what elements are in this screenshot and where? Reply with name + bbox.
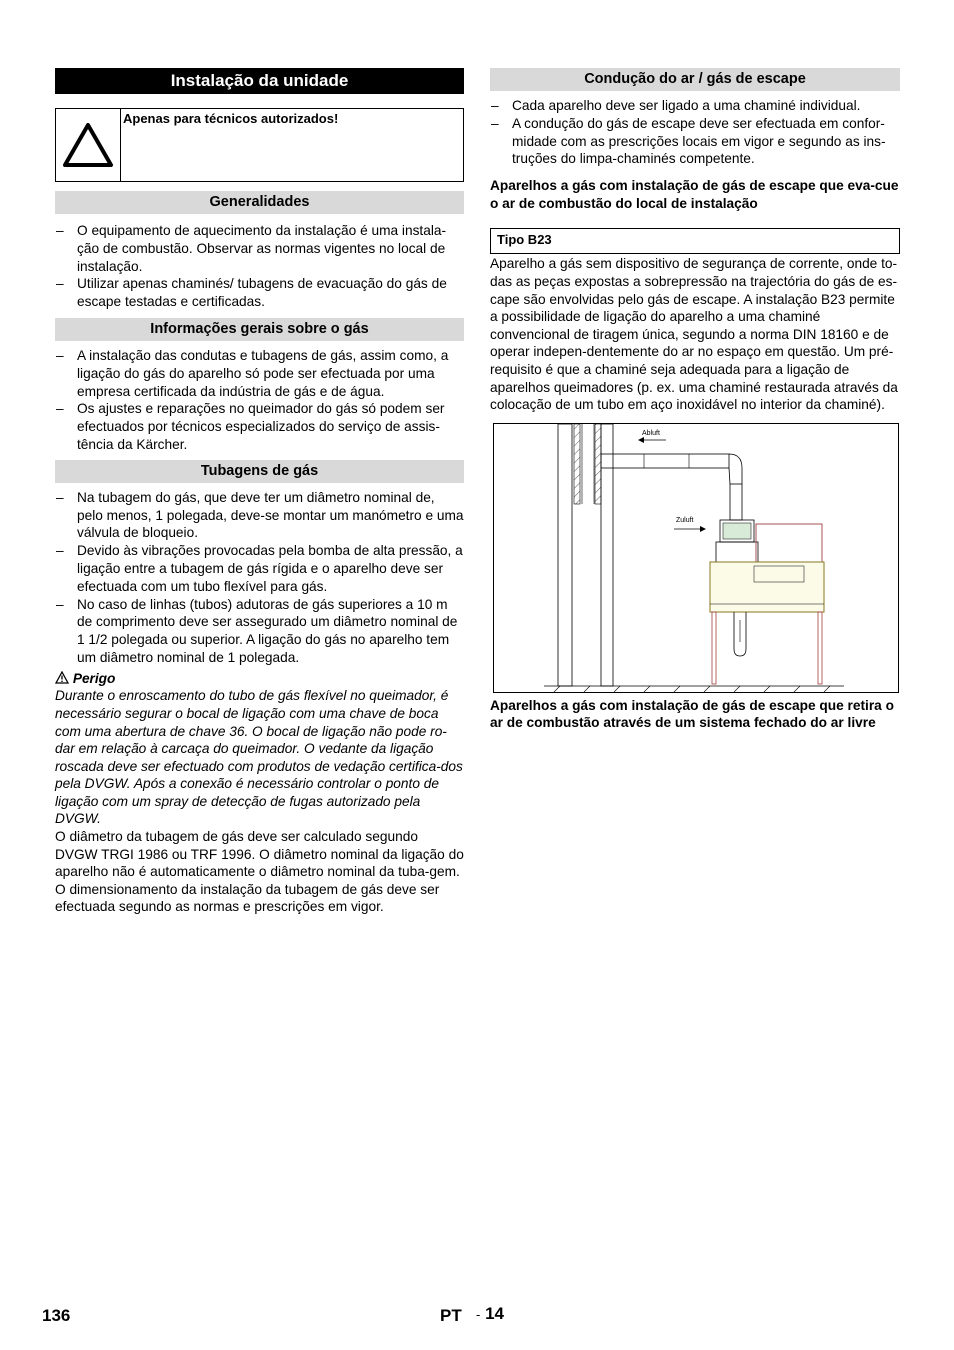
list-item: – Devido às vibrações provocadas pela bomba de alta pressão, a ligação entre a tubagem de gás rígida e o aparelho deve ser efectuada com um tubo flexível para gás. [55, 542, 464, 595]
danger-label-row [55, 670, 464, 688]
right-column [490, 68, 900, 732]
list-item: – Os ajustes e reparações no queimador do gás só podem ser efectuados por técnicos especializados do serviço de assis-tência da Kärcher. [55, 400, 464, 453]
heading-tubagens: Tubagens de gás [55, 460, 464, 483]
warning-triangle-icon [61, 121, 115, 169]
list-item: – Cada aparelho deve ser ligado a uma chaminé individual. [490, 97, 900, 115]
list-item: – A condução do gás de escape deve ser efectuada em confor-midade com as prescrições locais em vigor e segundo as ins-truções do limpa-chaminés competente. [490, 115, 900, 168]
warning-text: Apenas para técnicos autorizados! [123, 111, 339, 126]
heading-informacoes: Informações gerais sobre o gás [55, 318, 464, 341]
installation-figure [493, 423, 899, 693]
page-title: Instalação da unidade [55, 68, 464, 94]
page-number: 136 [42, 1306, 71, 1325]
list-item: – A instalação das condutas e tubagens de gás, assim como, a ligação do gás do aparelho só pode ser efectuada por uma empresa certificada da indústria de gás e de água. [55, 347, 464, 400]
footer-num: 14 [485, 1304, 504, 1323]
warning-box [55, 108, 464, 182]
heading-conducao: Condução do ar / gás de escape [490, 68, 900, 91]
list-item: – Na tubagem do gás, que deve ter um diâmetro nominal de, pelo menos, 1 polegada, deve-se montar um manómetro e uma válvula de bloqueio. [55, 489, 464, 542]
list-item: – No caso de linhas (tubos) adutoras de gás superiores a 10 m de comprimento deve ser assegurado um diâmetro nominal de 1 1/2 polegada ou superior. A ligação do gás no aparelho tem um diâmetro nominal de 1 polegada. [55, 596, 464, 667]
footer-dash: - [476, 1307, 481, 1322]
danger-triangle-icon [55, 671, 69, 684]
list-item: – O equipamento de aquecimento da instalação é uma instala-ção de combustão. Observar as normas vigentes no local de instalação. [55, 222, 464, 275]
danger-label: Perigo [72, 670, 116, 686]
language-code: PT [440, 1306, 462, 1325]
list-tubagens [55, 489, 464, 667]
list-informacoes [55, 347, 464, 454]
gas-diameter-paragraph: O diâmetro da tubagem de gás deve ser calculado segundo DVGW TRGI 1986 ou TRF 1996. O diâmetro nominal da ligação do aparelho não é automaticamente o diâmetro nominal da tuba-gem. O dimensionamento da instalação da tubagem de gás deve ser efectuada segundo as normas e prescrições em vigor. [55, 829, 464, 915]
left-column [55, 68, 464, 916]
subheading-closed-system: Aparelhos a gás com instalação de gás de escape que retira o ar de combustão através de um sistema fechado do ar livre [490, 697, 894, 731]
subheading-b23-group: Aparelhos a gás com instalação de gás de escape que eva-cue o ar de combustão do local de instalação [490, 178, 899, 211]
heading-generalidades: Generalidades [55, 191, 464, 214]
list-generalidades [55, 222, 464, 311]
zuluft-label: Zuluft [676, 516, 694, 524]
section-page-number [476, 1304, 504, 1324]
list-conducao [490, 97, 900, 168]
warning-icon-cell [56, 109, 121, 181]
tipo-b23-text: Aparelho a gás sem dispositivo de segurança de corrente, onde to-das as peças expostas a sobrepressão na trajectória do gás de es-cape são envolvidas pelo gás de escape. A instalação B23 permite a possibilidade de ligação do aparelho a uma chaminé convencional de tiragem única, segundo a norma DIN 18160 e de operar indepen-dentemente do ar no espaço em questão. Um pré-requisito é que a chaminé seja adequada para a ligação de aparelhos queimadores (p. ex. uma chaminé restaurada através da colocação de um tubo em aço inoxidável no interior da chaminé). [490, 256, 898, 413]
list-item: – Utilizar apenas chaminés/ tubagens de evacuação do gás de escape testadas e certificadas. [55, 275, 464, 311]
danger-text: Durante o enroscamento do tubo de gás flexível no queimador, é necessário segurar o bocal de ligação com uma chave de boca com uma abertura de chave 36. O bocal de ligação não pode ro-dar em relação à carcaça do queimador. O vedante da ligação roscada deve ser efectuado com produtos de vedação certifica-dos pela DVGW. Após a conexão é necessário controlar o ponto de ligação com um spray de detecção de fugas autorizado pela DVGW. [55, 688, 463, 827]
tipo-b23-label: Tipo B23 [497, 232, 552, 248]
abluft-label: Abluft [642, 429, 660, 437]
installation-diagram [494, 424, 898, 692]
tipo-b23-box [490, 228, 900, 254]
